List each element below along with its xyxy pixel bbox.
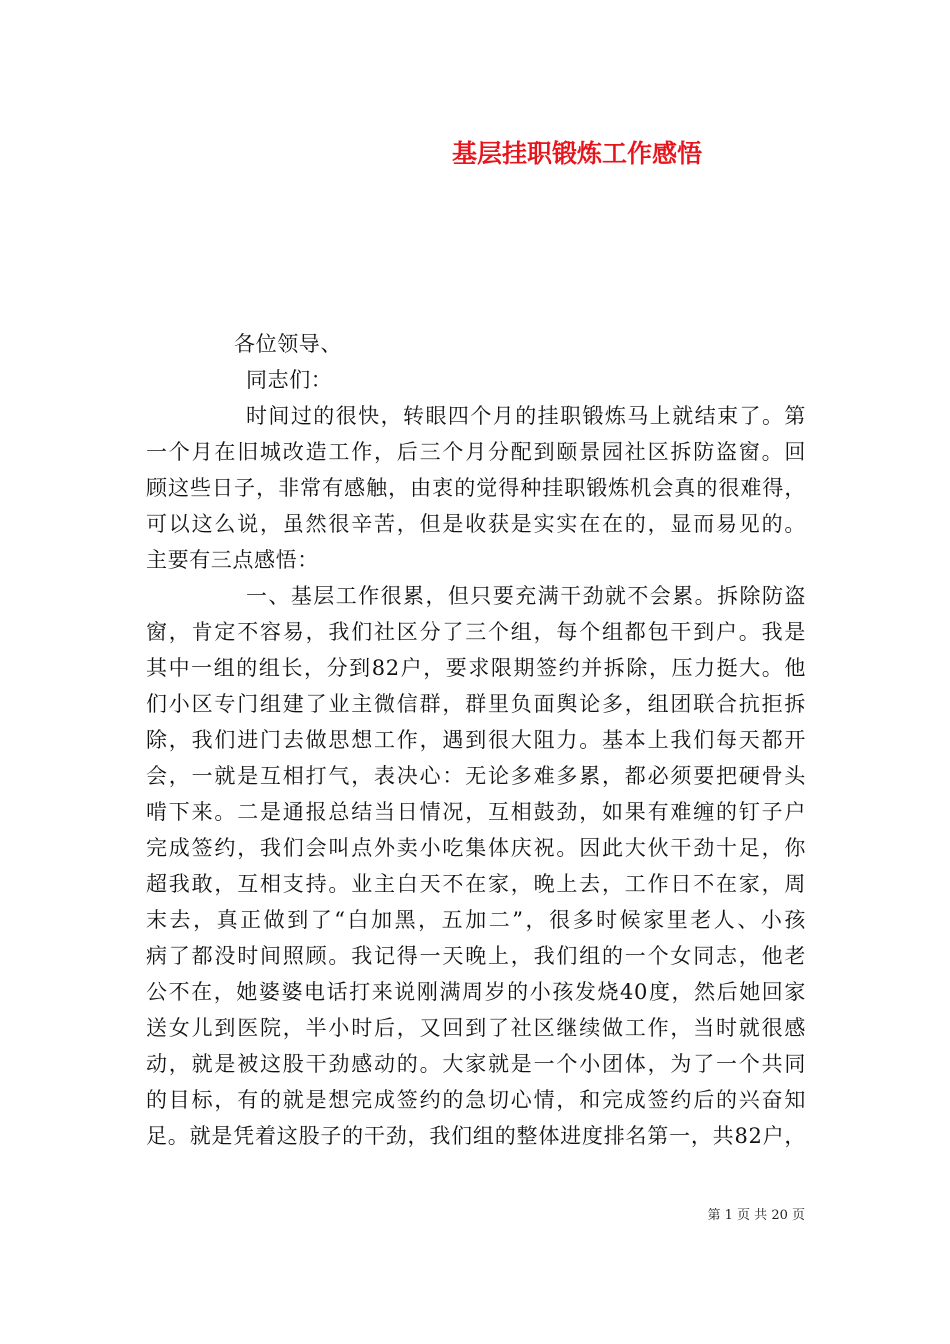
paragraph-line-15: 末去，真正做到了“白加黑，五加二”，很多时候家里老人、小孩 (146, 908, 806, 932)
paragraph-line-14: 超我敢，互相支持。业主白天不在家，晚上去，工作日不在家，周 (146, 872, 806, 896)
paragraph-line-6: 一、基层工作很累，但只要充满干劲就不会累。拆除防盗 (246, 584, 806, 608)
paragraph-line-17: 公不在，她婆婆电话打来说刚满周岁的小孩发烧40度，然后她回家 (146, 980, 806, 1004)
paragraph-line-18: 送女儿到医院，半小时后，又回到了社区继续做工作，当时就很感 (146, 1016, 806, 1040)
paragraph-line-2: 一个月在旧城改造工作，后三个月分配到颐景园社区拆防盗窗。回 (146, 440, 806, 464)
paragraph-line-8: 其中一组的组长，分到82户，要求限期签约并拆除，压力挺大。他 (146, 656, 806, 680)
paragraph-line-13: 完成签约，我们会叫点外卖小吃集体庆祝。因此大伙干劲十足，你 (146, 836, 806, 860)
document-title: 基层挂职锻炼工作感悟 (451, 139, 702, 168)
paragraph-line-11: 会，一就是互相打气，表决心：无论多难多累，都必须要把硬骨头 (146, 764, 806, 788)
paragraph-line-12: 啃下来。二是通报总结当日情况，互相鼓劲，如果有难缠的钉子户 (146, 800, 806, 824)
paragraph-line-1: 时间过的很快，转眼四个月的挂职锻炼马上就结束了。第 (246, 404, 806, 428)
salutation-comrades: 同志们： (246, 368, 333, 392)
paragraph-line-16: 病了都没时间照顾。我记得一天晚上，我们组的一个女同志，他老 (146, 944, 806, 968)
paragraph-line-10: 除，我们进门去做思想工作，遇到很大阻力。基本上我们每天都开 (146, 728, 806, 752)
paragraph-line-19: 动，就是被这股干劲感动的。大家就是一个小团体，为了一个共同 (146, 1052, 806, 1076)
paragraph-line-20: 的目标，有的就是想完成签约的急切心情，和完成签约后的兴奋知 (146, 1088, 806, 1112)
paragraph-line-9: 们小区专门组建了业主微信群，群里负面舆论多，组团联合抗拒拆 (146, 692, 806, 716)
paragraph-line-4: 可以这么说，虽然很辛苦，但是收获是实实在在的，显而易见的。 (146, 512, 806, 536)
paragraph-line-5: 主要有三点感悟： (146, 548, 319, 572)
salutation-leaders: 各位领导、 (234, 332, 342, 356)
paragraph-line-7: 窗，肯定不容易，我们社区分了三个组，每个组都包干到户。我是 (146, 620, 806, 644)
paragraph-line-3: 顾这些日子，非常有感触，由衷的觉得种挂职锻炼机会真的很难得， (146, 476, 806, 500)
page-number-footer: 第 1 页 共 20 页 (707, 1208, 805, 1223)
paragraph-line-21: 足。就是凭着这股子的干劲，我们组的整体进度排名第一，共82户， (146, 1124, 806, 1148)
